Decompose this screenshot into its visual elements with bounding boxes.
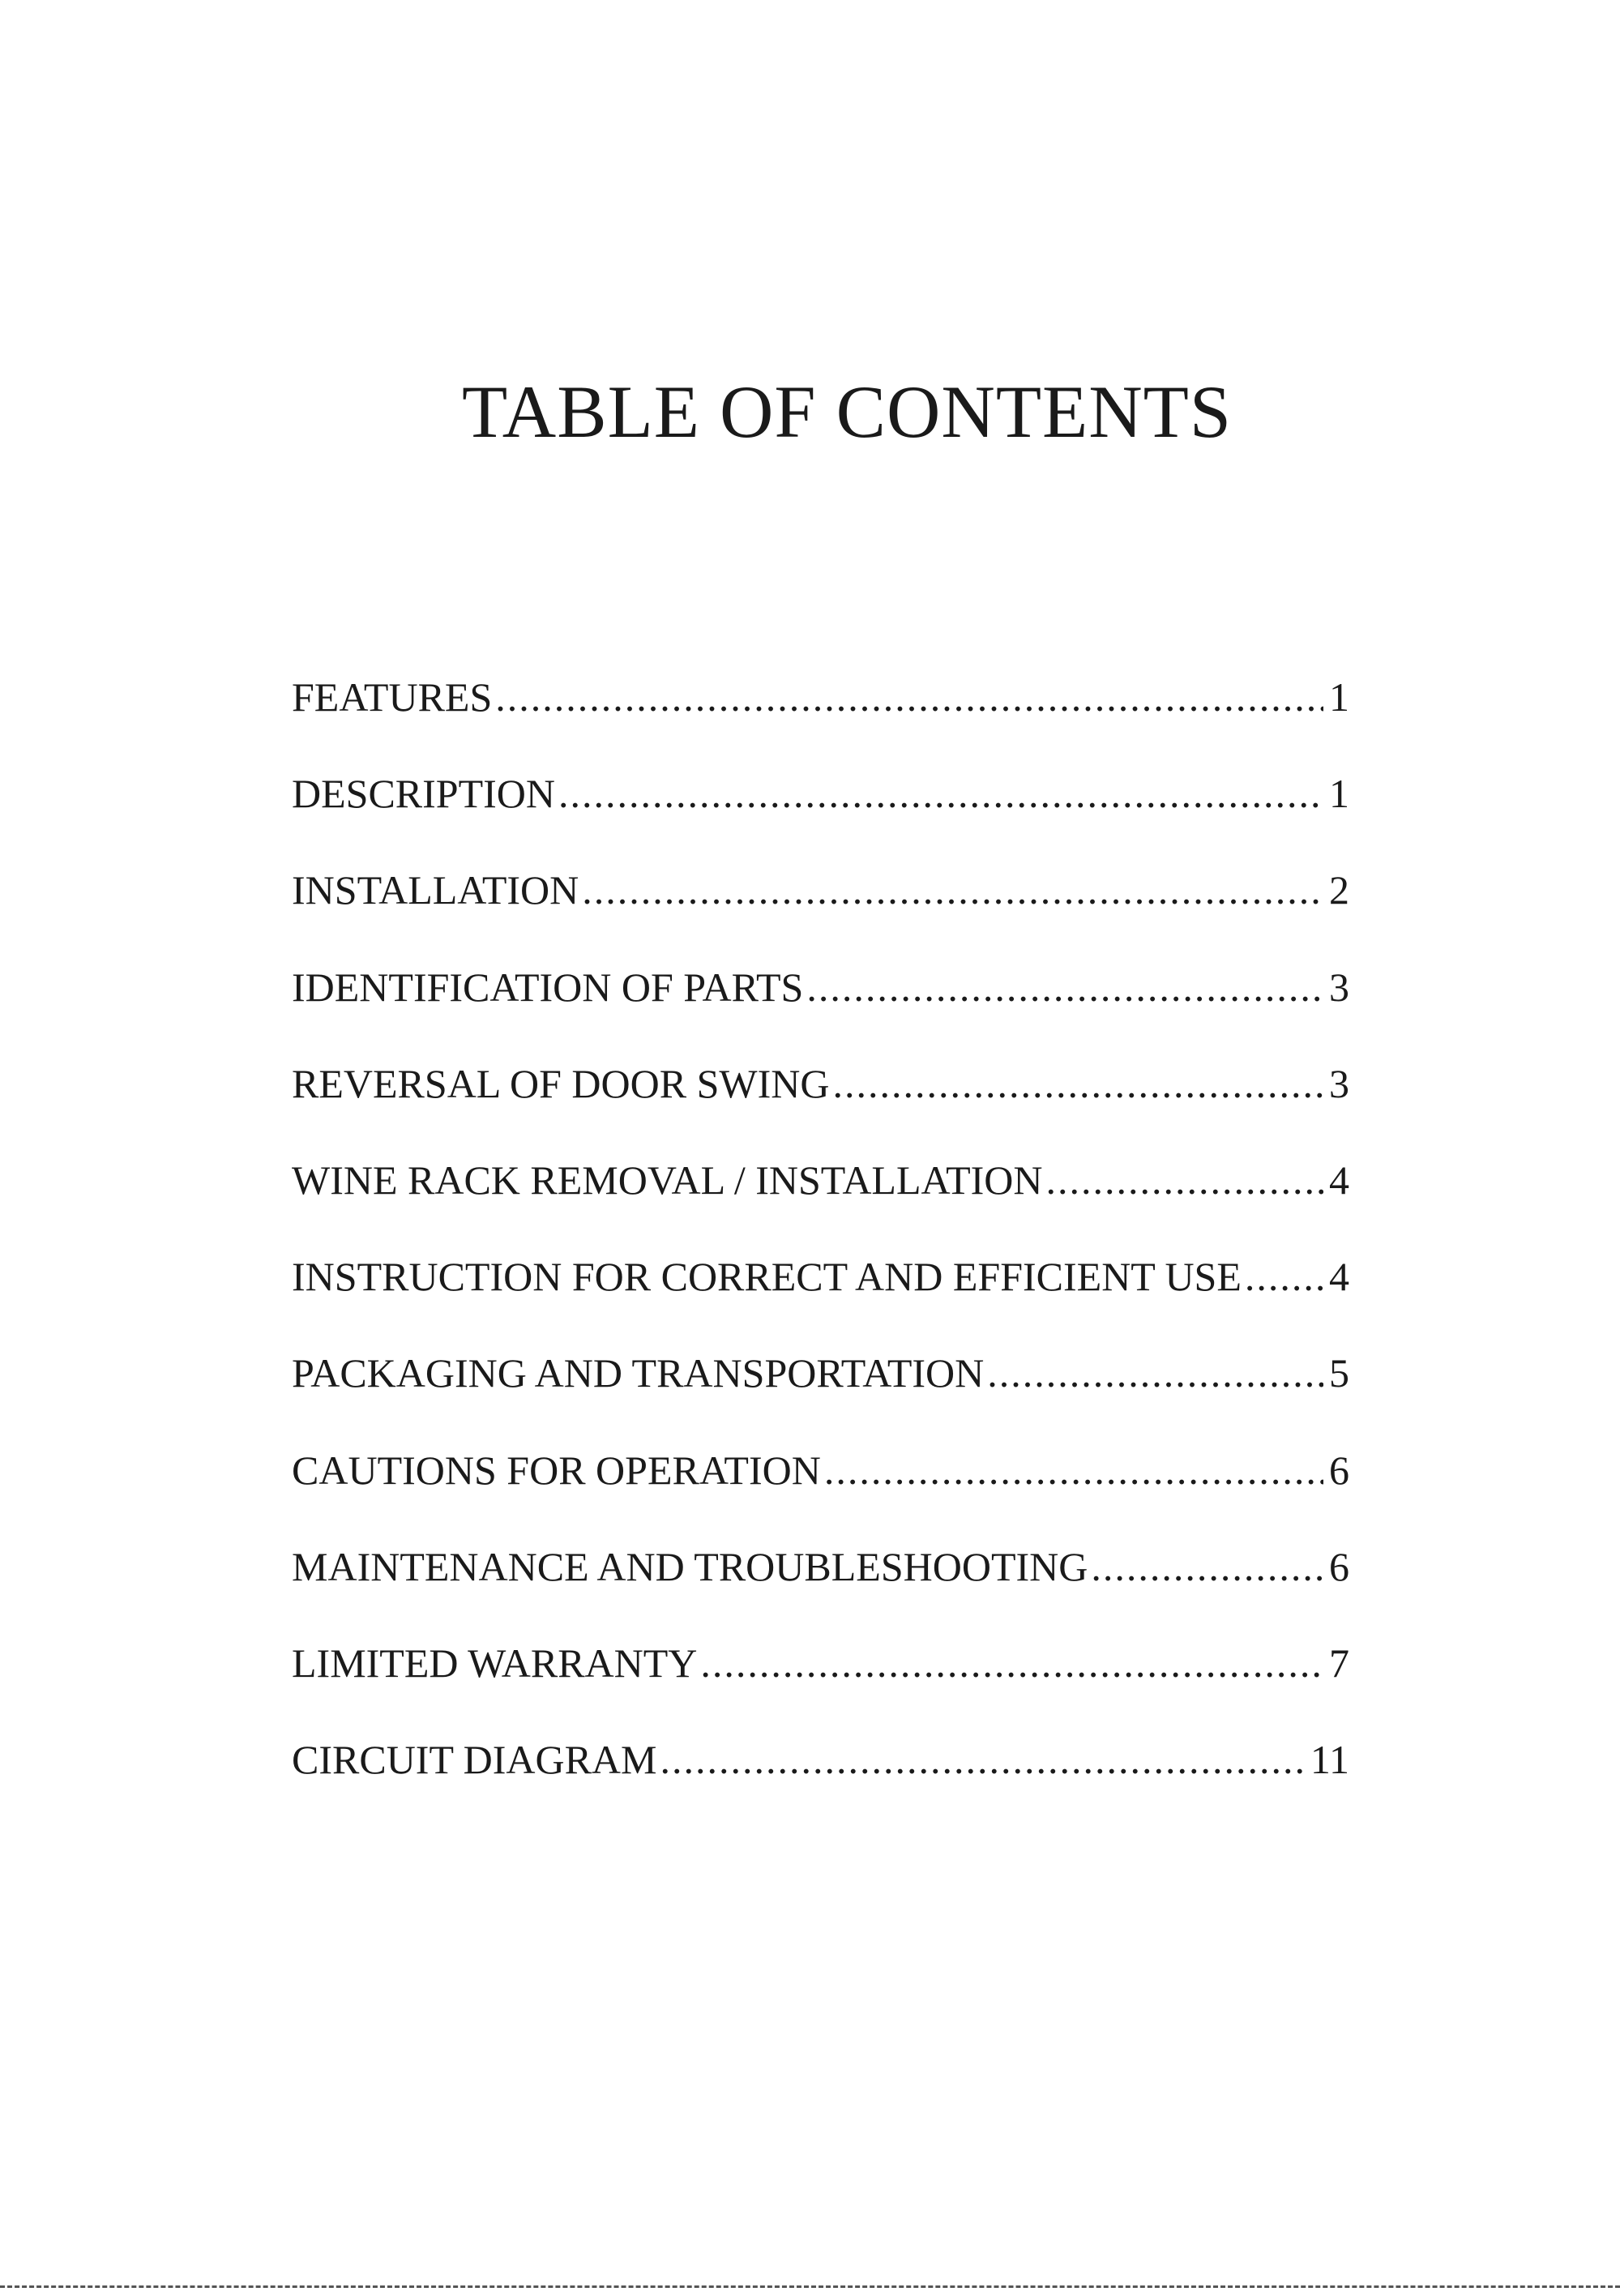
toc-entry-page: 4: [1329, 1157, 1349, 1203]
dot-leader: [558, 773, 1323, 814]
toc-entry-page: 7: [1329, 1640, 1349, 1686]
toc-entry-circuit-diagram: [292, 1739, 1349, 1836]
dot-leader: [495, 677, 1323, 717]
toc-entry-label: DESCRIPTION: [292, 771, 556, 817]
dot-leader: [987, 1353, 1323, 1393]
toc-entry-label: LIMITED WARRANTY: [292, 1640, 698, 1686]
dot-leader: [582, 870, 1323, 910]
toc-entry-label: REVERSAL OF DOOR SWING: [292, 1060, 830, 1106]
toc-entry-page: 6: [1329, 1447, 1349, 1493]
toc-entry-reversal-of-door-swing: [292, 1060, 1349, 1160]
toc-entry-identification-of-parts: [292, 964, 1349, 1063]
table-of-contents: [292, 674, 1349, 1836]
page-title: TABLE OF CONTENTS: [461, 370, 1233, 453]
toc-entry-page: 11: [1310, 1737, 1349, 1783]
toc-entry-label: IDENTIFICATION OF PARTS: [292, 964, 804, 1010]
toc-entry-page: 1: [1329, 771, 1349, 817]
scan-edge-rule: [0, 2285, 1620, 2288]
dot-leader: [806, 967, 1323, 1007]
toc-entry-page: 5: [1329, 1350, 1349, 1396]
toc-entry-label: WINE RACK REMOVAL / INSTALLATION: [292, 1157, 1043, 1203]
dot-leader: [832, 1063, 1323, 1104]
dot-leader: [1046, 1160, 1324, 1200]
dot-leader: [660, 1739, 1307, 1780]
toc-entry-instruction: [292, 1256, 1349, 1353]
dot-leader: [824, 1450, 1323, 1490]
toc-entry-description: [292, 773, 1349, 870]
toc-entry-label: MAINTENANCE AND TROUBLESHOOTING: [292, 1543, 1088, 1589]
dot-leader: [1091, 1546, 1323, 1587]
toc-entry-packaging: [292, 1350, 1349, 1449]
toc-entry-label: CAUTIONS FOR OPERATION: [292, 1447, 821, 1493]
toc-entry-label: INSTRUCTION FOR CORRECT AND EFFICIENT USE: [292, 1254, 1242, 1300]
toc-entry-installation: [292, 867, 1349, 966]
toc-entry-page: 3: [1329, 1060, 1349, 1106]
toc-entry-label: PACKAGING AND TRANSPORTATION: [292, 1350, 985, 1396]
toc-entry-page: 1: [1329, 674, 1349, 720]
toc-entry-page: 6: [1329, 1543, 1349, 1589]
toc-entry-label: FEATURES: [292, 674, 493, 720]
toc-entry-label: CIRCUIT DIAGRAM: [292, 1737, 657, 1783]
toc-entry-limited-warranty: [292, 1640, 1349, 1739]
toc-entry-page: 4: [1329, 1254, 1349, 1300]
toc-entry-features: [292, 674, 1349, 773]
toc-entry-maintenance: [292, 1543, 1349, 1643]
toc-entry-label: INSTALLATION: [292, 867, 579, 913]
dot-leader: [1245, 1256, 1323, 1297]
toc-entry-wine-rack: [292, 1157, 1349, 1256]
toc-entry-cautions: [292, 1447, 1349, 1546]
toc-entry-page: 2: [1329, 867, 1349, 913]
toc-entry-page: 3: [1329, 964, 1349, 1010]
dot-leader: [700, 1643, 1323, 1683]
